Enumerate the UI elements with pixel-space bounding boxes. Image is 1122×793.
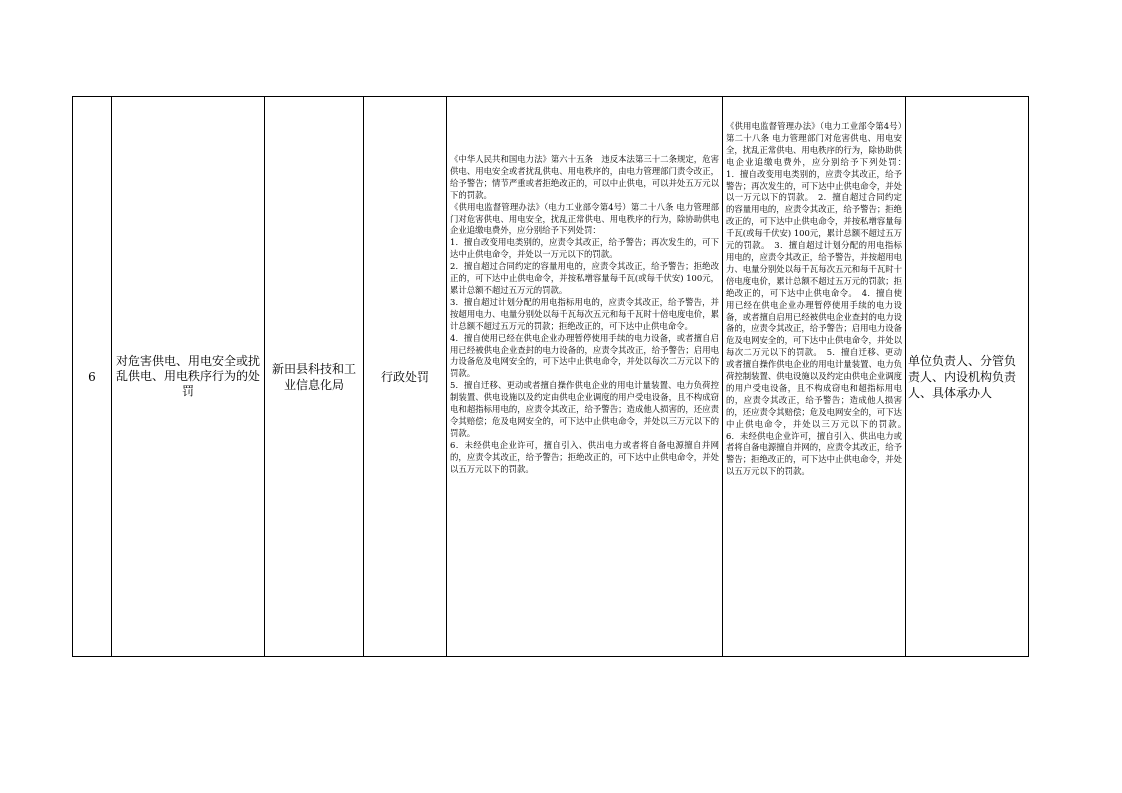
- penalty-table: [72, 96, 1029, 657]
- legal-basis-text: 《中华人民共和国电力法》第六十五条 违反本法第三十二条规定，危害供电、用电安全或者扰乱供电、用电秩序的，由电力管理部门责令改正，给予警告；情节严重或者拒绝改正的，可以中止供电，可以并处五万元以下的罚款。 《供用电监督管理办法》（电力工业部令第4号）第二十八条 电力管理部门对危害供电、用电安全，扰乱正常供电、用电秩序的行为，除协助供电企业追缴电费外，应分别给予下列处罚： 1．擅自改变用电类别的，应责令其改正，给予警告；再次发生的，可下达中止供电命令，并处以一万元以下的罚款。 2．擅自超过合同约定的容量用电的，应责令其改正，给予警告；拒绝改正的，可下达中止供电命令，并按私增容量每千瓦(或每千伏安) 100元，累计总额不超过五万元的罚款。 3．擅自超过计划分配的用电指标用电的，应责令其改正，给予警告，并按超用电力、电量分别处以每千瓦每次五元和每千瓦时十倍电度电价，累计总额不超过五万元的罚款；拒绝改正的，可下达中止供电命令。 4．擅自使用已经在供电企业办理暂停使用手续的电力设备，或者擅自启用已经被供电企业查封的电力设备的，应责令其改正，给予警告；启用电力设备危及电网安全的，可下达中止供电命令，并处以每次二万元以下的罚款。 5．擅自迁移、更动或者擅自操作供电企业的用电计量装置、电力负荷控制装置、供电设施以及约定由供电企业调度的用户受电设备，且不构成窃电和超指标用电的，应责令其改正，给予警告；造成他人损害的，还应责令其赔偿；危及电网安全的，可下达中止供电命令，并处以三万元以下的罚款。 6．未经供电企业许可，擅自引入、供出电力或者将自备电源擅自并网的，应责令其改正，给予警告；拒绝改正的，可下达中止供电命令，并处以五万元以下的罚款。: [450, 154, 719, 474]
- item-name-cell: [112, 97, 265, 657]
- department-cell: [265, 97, 364, 657]
- item-name: 对危害供电、用电安全或扰乱供电、用电秩序行为的处罚: [115, 354, 260, 398]
- category-cell: [364, 97, 447, 657]
- row-number: 6: [88, 369, 96, 384]
- legal-basis-cell: [447, 97, 723, 657]
- department: 新田县科技和工业信息化局: [271, 361, 356, 392]
- row-number-cell: [73, 97, 112, 657]
- table-row: [73, 97, 1029, 657]
- responsible-cell: [906, 97, 1029, 657]
- penalty-detail-text: 《供用电监督管理办法》（电力工业部令第4号）第二十八条 电力管理部门对危害供电、用电安全，扰乱正常供电、用电秩序的行为，除协助供电企业追缴电费外，应分别给予下列处罚： 1．擅自改变用电类别的，应责令其改正，给予警告；再次发生的，可下达中止供电命令，并处以一万元以下的罚款。 2．擅自超过合同约定的容量用电的，应责令其改正，给予警告；拒绝改正的，可下达中止供电命令，并按私增容量每千瓦(或每千伏安) 100元，累计总额不超过五万元的罚款。 3．擅自超过计划分配的用电指标用电的，应责令其改正，给予警告，并按超用电力、电量分别处以每千瓦每次五元和每千瓦时十倍电度电价，累计总额不超过五万元的罚款；拒绝改正的，可下达中止供电命令。 4．擅自使用已经在供电企业办理暂停使用手续的电力设备，或者擅自启用已经被供电企业查封的电力设备的，应责令其改正，给予警告；启用电力设备危及电网安全的，可下达中止供电命令，并处以每次二万元以下的罚款。 5．擅自迁移、更动或者擅自操作供电企业的用电计量装置、电力负荷控制装置、供电设施以及约定由供电企业调度的用户受电设备，且不构成窃电和超指标用电的，应责令其改正，给予警告；造成他人损害的，还应责令其赔偿；危及电网安全的，可下达中止供电命令，并处以三万元以下的罚款。 6．未经供电企业许可，擅自引入、供出电力或者将自备电源擅自并网的，应责令其改正，给予警告；拒绝改正的，可下达中止供电命令，并处以五万元以下的罚款。: [726, 121, 911, 477]
- penalty-detail-cell: [723, 97, 911, 657]
- responsible-persons: 单位负责人、分管负责人、内设机构负责人、具体承办人: [908, 353, 1017, 400]
- category: 行政处罚: [380, 370, 429, 384]
